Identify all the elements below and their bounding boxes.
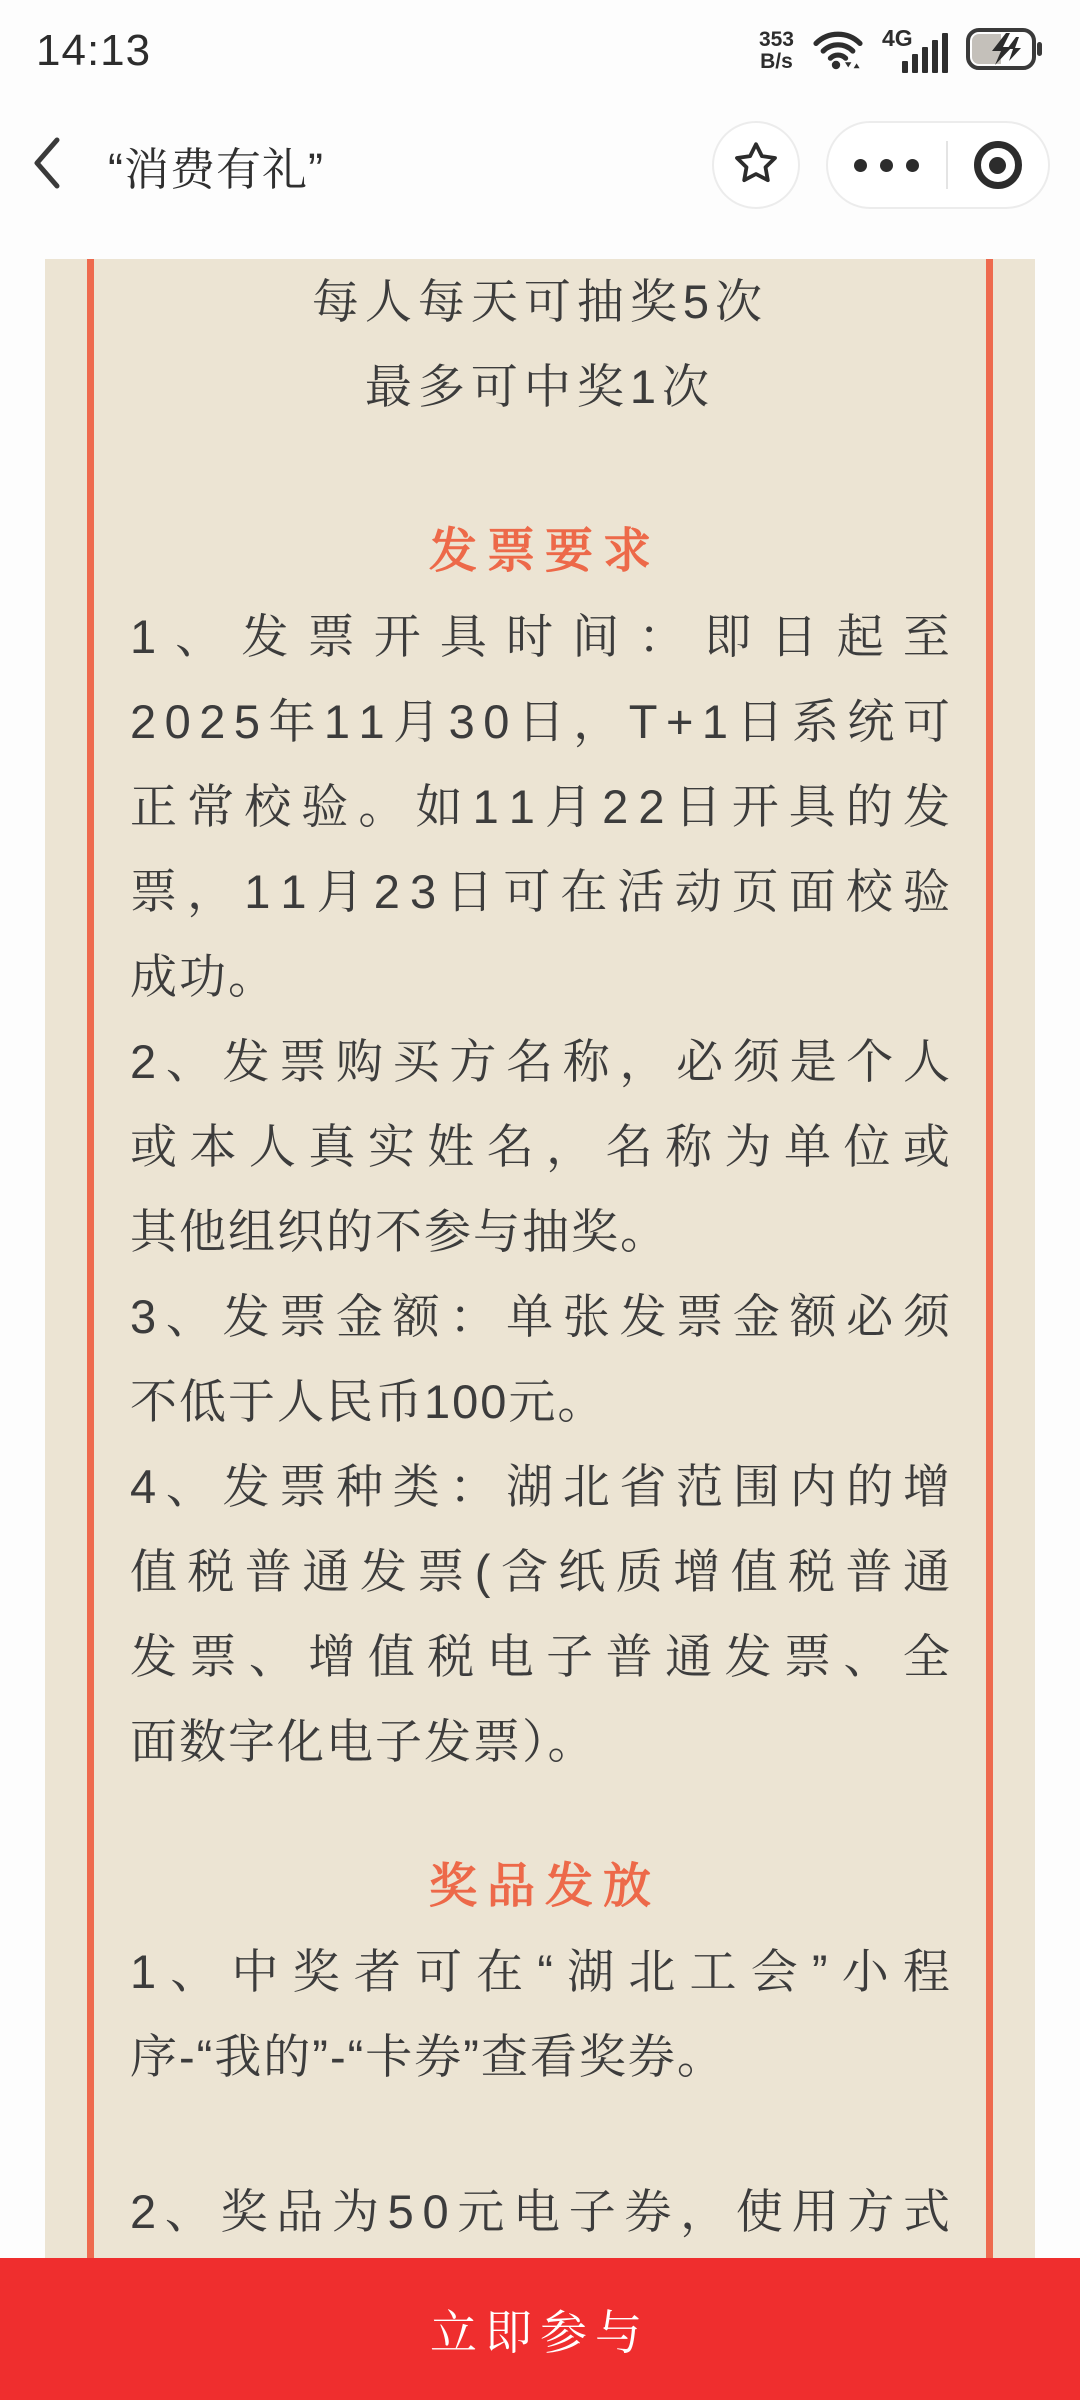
rule-line: 不低于人民币100元。 — [130, 1375, 607, 1428]
network-type-label: 4G — [882, 25, 913, 51]
participate-button[interactable]: 立即参与 — [0, 2258, 1080, 2400]
nav-bar — [0, 92, 1080, 238]
rule-line: 或 本 人 真 实 姓 名 ， 名 称 为 单 位 或 — [130, 1120, 950, 1173]
rules-content — [130, 259, 950, 2254]
intro-lines — [130, 259, 950, 429]
rule-section — [130, 1844, 950, 2254]
page-title: “消费有礼” — [108, 143, 324, 195]
line-spacer — [130, 2099, 950, 2169]
signal-bars-icon — [882, 27, 948, 75]
intro-line: 每人每天可抽奖5次 — [311, 275, 769, 328]
rule-line: 1 、 发 票 开 具 时 间 ： 即 日 起 至 — [130, 610, 950, 663]
rule-line: 面数字化电子发票）。 — [130, 1715, 597, 1768]
clock-text: 14:13 — [36, 26, 152, 75]
back-button[interactable] — [30, 120, 94, 210]
rule-line: 正 常 校 验 。 如 1 1 月 2 2 日 开 具 的 发 — [130, 780, 950, 833]
more-button[interactable] — [854, 159, 919, 172]
section-heading: 奖品发放 — [428, 1860, 661, 1913]
rule-line: 2 、 发 票 购 买 方 名 称 ， 必 须 是 个 人 — [130, 1035, 950, 1088]
rule-line: 2 、 奖 品 为 5 0 元 电 子 券 ， 使 用 方 式 — [130, 2185, 950, 2238]
network-speed-unit: B/s — [760, 50, 793, 73]
network-speed-text — [759, 29, 794, 73]
circle-dot-icon — [989, 157, 1006, 174]
status-bar — [0, 0, 1080, 92]
rules-card — [45, 259, 1035, 2400]
rule-section — [130, 509, 950, 1784]
rule-line: 发 票 、 增 值 税 电 子 普 通 发 票 、 全 — [130, 1630, 950, 1683]
close-home-button[interactable] — [974, 141, 1022, 189]
rule-line: 1 、 中 奖 者 可 在 “ 湖 北 工 会 ” 小 程 — [130, 1945, 950, 1998]
rules-sections — [130, 509, 950, 2254]
left-rule-line — [87, 259, 94, 2400]
right-rule-line — [986, 259, 993, 2400]
rule-line: 其他组织的不参与抽奖。 — [130, 1205, 669, 1258]
wifi-icon — [812, 27, 864, 76]
back-chevron-icon — [30, 135, 62, 196]
nav-actions — [712, 121, 1050, 209]
rule-line: 成功。 — [130, 950, 277, 1003]
battery-charging-icon — [966, 27, 1044, 76]
capsule-menu — [826, 121, 1050, 209]
section-heading: 发票要求 — [428, 525, 661, 578]
favorite-button[interactable] — [712, 121, 800, 209]
capsule-divider — [946, 141, 948, 189]
intro-line: 最多可中奖1次 — [364, 360, 716, 413]
star-icon — [732, 139, 780, 192]
rule-line: 票 ， 1 1 月 2 3 日 可 在 活 动 页 面 校 验 — [130, 865, 950, 918]
rule-line: 2 0 2 5 年 1 1 月 3 0 日 ， T + 1 日 系 统 可 — [130, 695, 950, 748]
rule-line: 4 、 发 票 种 类 ： 湖 北 省 范 围 内 的 增 — [130, 1460, 950, 1513]
rule-line: 序-“我的”-“卡券”查看奖券。 — [130, 2030, 726, 2083]
network-speed-value: 353 — [758, 28, 794, 51]
status-icons — [759, 27, 1044, 76]
rule-line: 值 税 普 通 发 票 ( 含 纸 质 增 值 税 普 通 — [130, 1545, 950, 1598]
rule-line: 3 、 发 票 金 额 ： 单 张 发 票 金 额 必 须 — [130, 1290, 950, 1343]
